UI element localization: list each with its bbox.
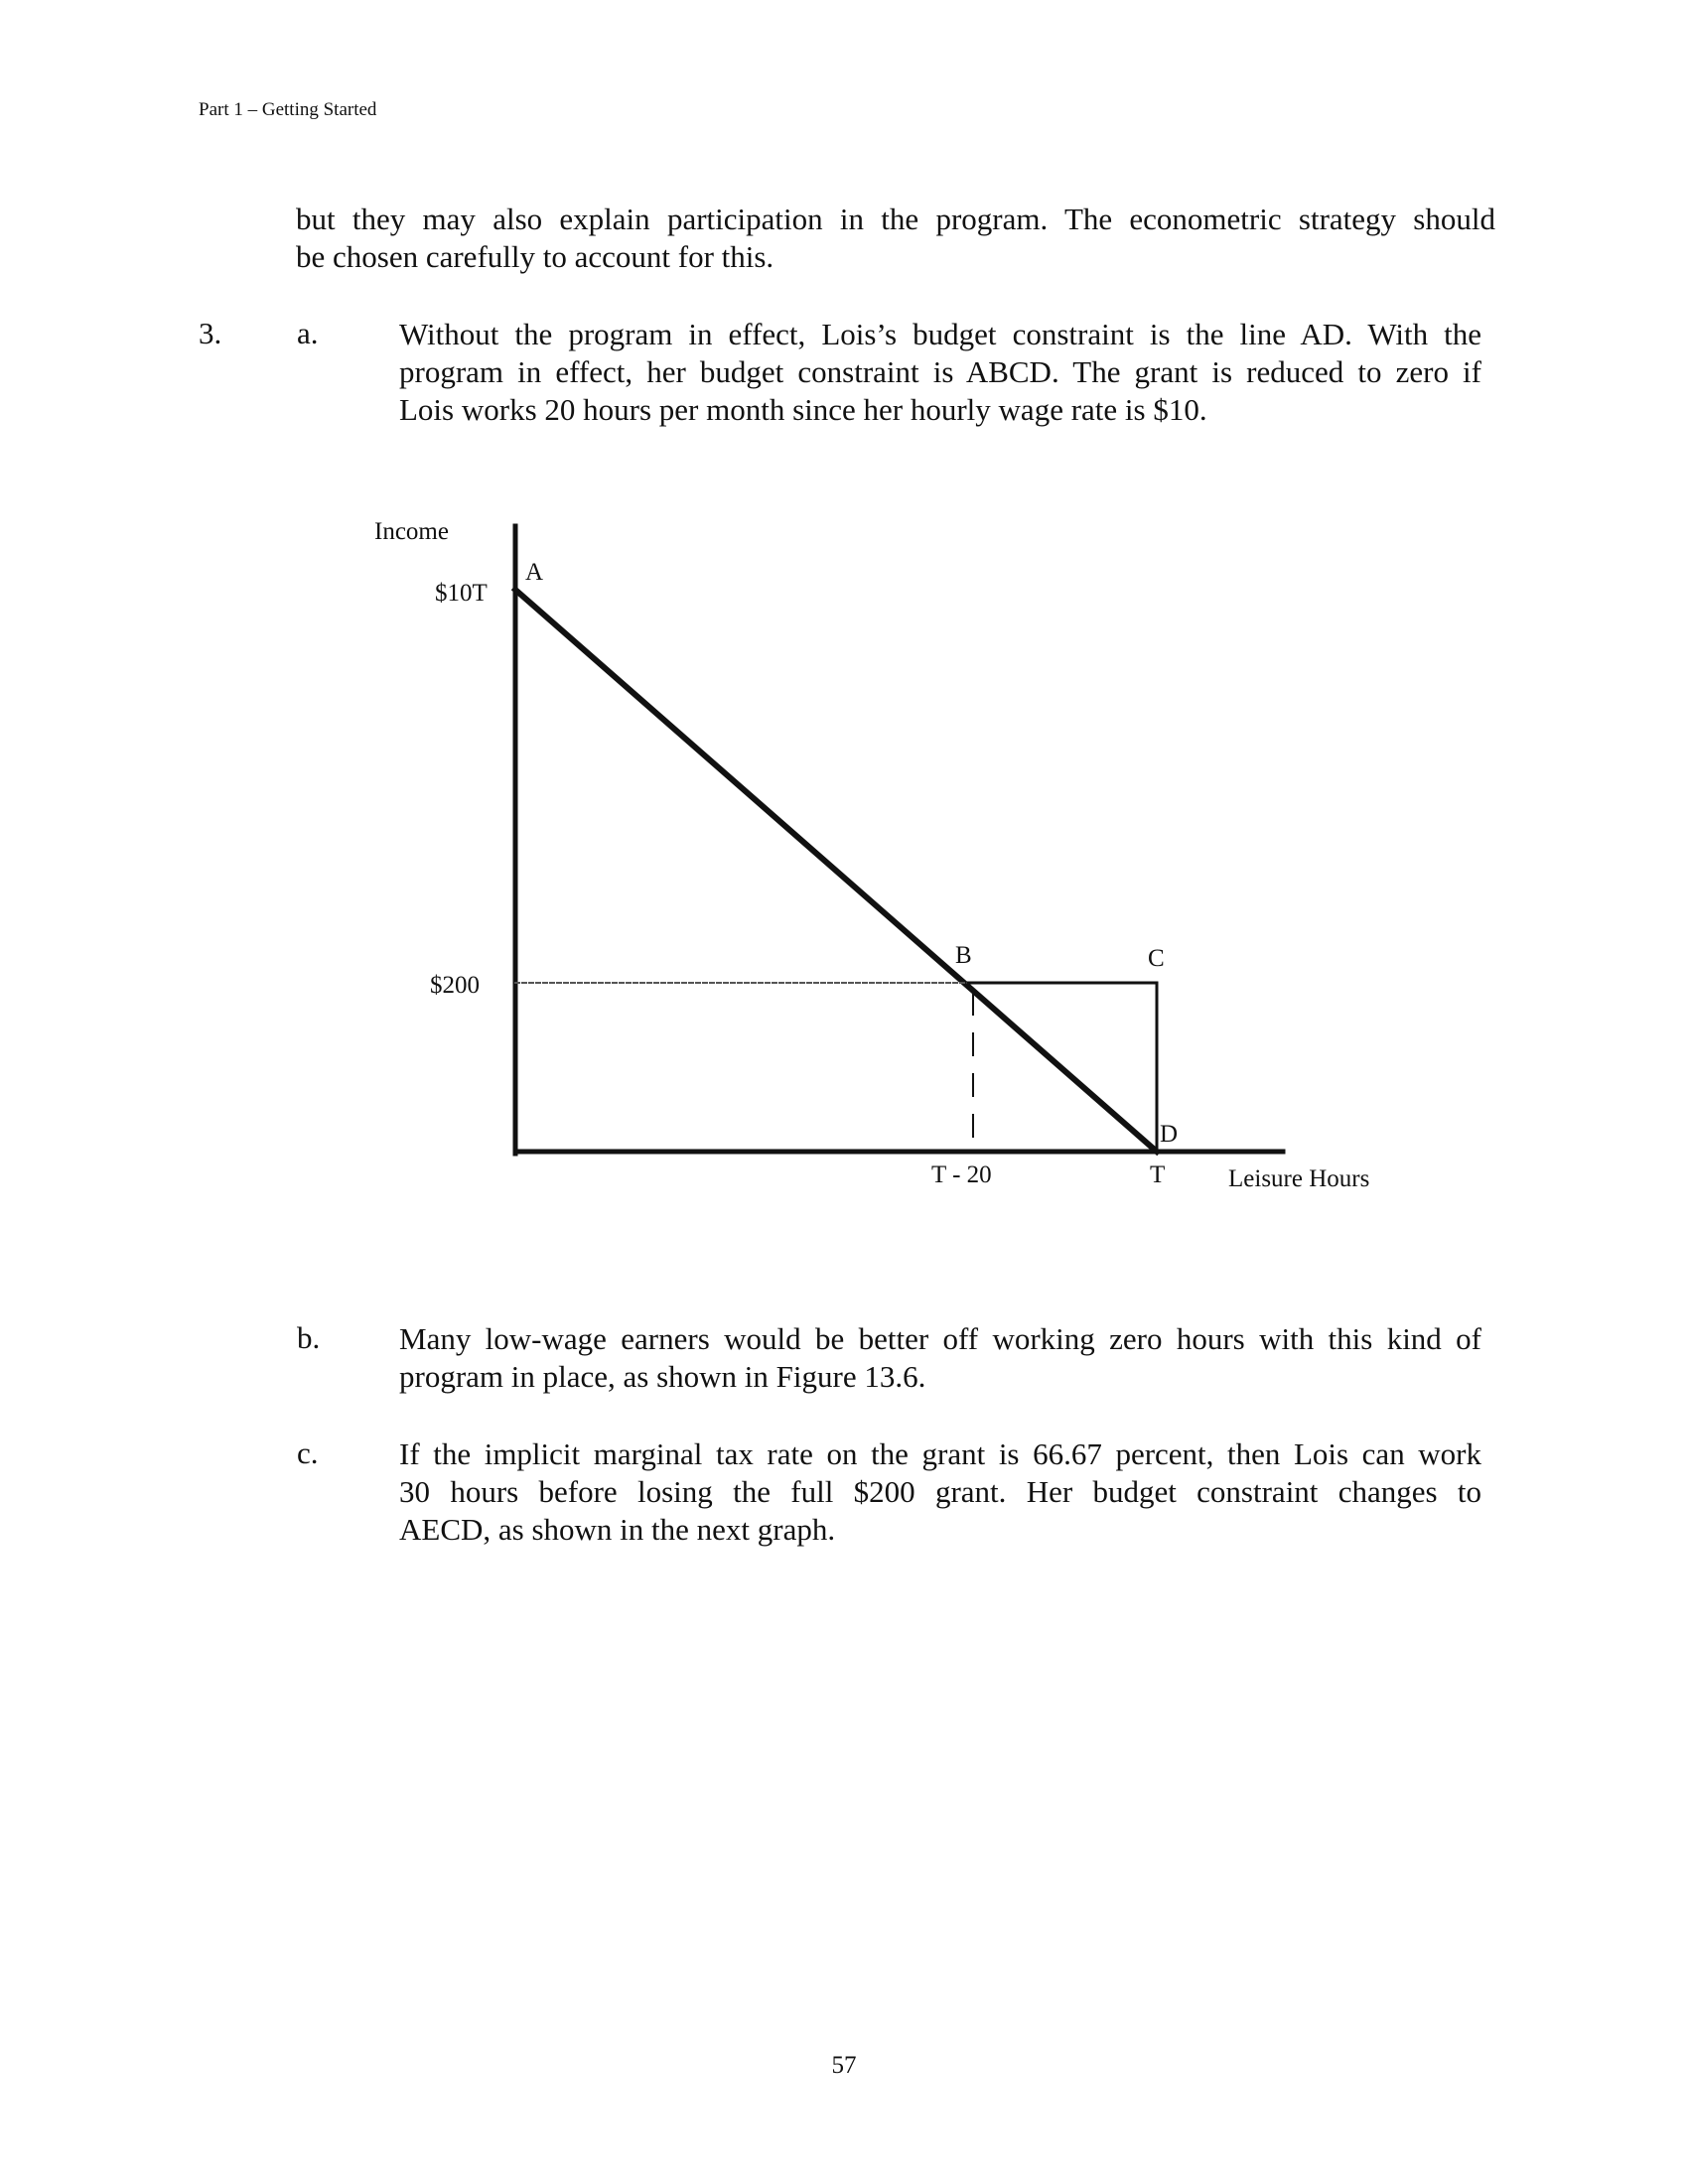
x-tick-t: T	[1150, 1161, 1166, 1188]
text-line: Many low-wage earners would be better off working zero hours with this kind of	[399, 1321, 1481, 1356]
item-label-b: b.	[297, 1320, 321, 1355]
item-label-c: c.	[297, 1435, 319, 1470]
x-axis-label: Leisure Hours	[1228, 1165, 1370, 1192]
text-line: Without the program in effect, Lois’s budget constraint is the line AD. With the	[399, 317, 1481, 351]
point-d-label: D	[1160, 1121, 1179, 1148]
text-line: AECD, as shown in the next graph.	[399, 1512, 836, 1547]
y-axis-label: Income	[374, 518, 449, 545]
item-label-a: a.	[297, 316, 319, 350]
point-a-label: A	[525, 559, 544, 586]
point-b-label: B	[955, 942, 972, 969]
continuation-paragraph	[296, 201, 1495, 276]
item-text-c	[399, 1435, 1481, 1549]
y-tick-grant: $200	[430, 972, 480, 999]
item-text-a	[399, 316, 1481, 429]
text-line: If the implicit marginal tax rate on the grant is 66.67 percent, then Lois can work	[399, 1436, 1481, 1471]
text-line: but they may also explain participation in the program. The econometric strategy should	[296, 202, 1495, 236]
running-header: Part 1 – Getting Started	[199, 99, 377, 120]
text-line: program in place, as shown in Figure 13.6.	[399, 1359, 926, 1394]
text-line: be chosen carefully to account for this.	[296, 239, 774, 274]
budget-line-ad	[515, 590, 1157, 1152]
page-number: 57	[831, 2052, 857, 2079]
x-tick-t-minus-20: T - 20	[931, 1161, 992, 1188]
text-line: Lois works 20 hours per month since her hourly wage rate is $10.	[399, 392, 1207, 427]
y-tick-top: $10T	[435, 580, 488, 607]
point-c-label: C	[1148, 945, 1165, 972]
item-text-b	[399, 1320, 1481, 1396]
question-number: 3.	[199, 316, 222, 350]
text-line: program in effect, her budget constraint is ABCD. The grant is reduced to zero if	[399, 354, 1481, 389]
text-line: 30 hours before losing the full $200 grant. Her budget constraint changes to	[399, 1474, 1481, 1509]
